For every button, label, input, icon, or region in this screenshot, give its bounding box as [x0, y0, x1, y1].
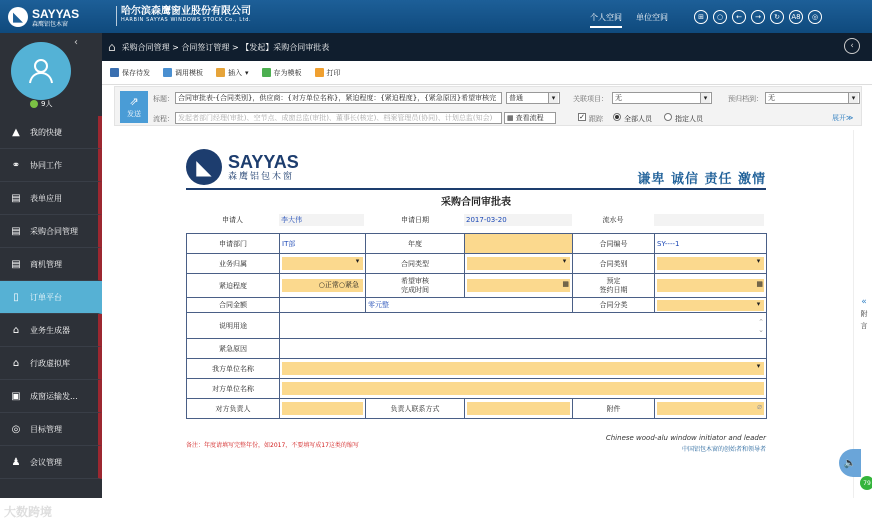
contract-type-select[interactable]	[467, 257, 570, 270]
comment-label: 附言	[860, 310, 868, 330]
insert-button[interactable]	[216, 68, 249, 78]
sidebar-item-label: 订单平台	[30, 292, 62, 302]
back-icon[interactable]: ←	[732, 10, 746, 24]
table-row	[187, 298, 767, 313]
sidebar-item-forms[interactable]	[0, 182, 102, 215]
applicant-value: 李大伟	[279, 214, 364, 226]
send-button[interactable]	[120, 91, 148, 123]
calendar-icon[interactable]: ▦	[756, 280, 763, 288]
business-label: 业务归属	[187, 254, 280, 274]
urgent-reason-label: 紧急原因	[187, 339, 280, 359]
business-select[interactable]	[282, 257, 363, 270]
online-count-label: 9人	[41, 100, 53, 108]
expand-link[interactable]	[832, 113, 853, 123]
year-label: 年度	[366, 234, 465, 254]
owner-contact-input[interactable]	[467, 402, 570, 415]
urgency-urgent-radio[interactable]: 紧急	[345, 281, 359, 289]
view-flow-label: 查看流程	[515, 114, 544, 122]
notification-badge[interactable]: 79	[860, 476, 872, 490]
related-project-label: 关联项目：	[573, 95, 608, 103]
home-icon: ⌂	[12, 357, 20, 369]
forward-icon[interactable]: →	[751, 10, 765, 24]
our-company-select[interactable]	[282, 362, 764, 375]
other-owner-label: 对方负责人	[187, 399, 280, 419]
sidebar-item-label: 成窗运输发...	[30, 391, 78, 401]
sidebar	[0, 33, 102, 519]
collaboration-icon: ⚭	[11, 159, 21, 171]
sidebar-item-label: 目标管理	[30, 424, 62, 434]
brand-subtitle: 森鹰铝包木窗	[32, 20, 69, 28]
contract-class-label: 合同分类	[573, 298, 655, 313]
tagline-en: Chinese wood-alu window initiator and leader	[605, 434, 766, 442]
table-row	[187, 359, 767, 379]
sidebar-item-collaboration[interactable]	[0, 149, 102, 182]
other-company-input[interactable]	[282, 382, 764, 395]
sidebar-item-label: 协同工作	[30, 160, 62, 170]
expected-finish-date[interactable]	[467, 279, 570, 292]
related-project-value: 无	[615, 94, 622, 102]
mobile-icon: ▯	[13, 291, 19, 303]
breadcrumb: 采购合同管理 > 合同签订管理 > 【发起】采购合同审批表	[121, 42, 330, 52]
track-label: 跟踪	[589, 115, 603, 123]
contract-type-label: 合同类型	[366, 254, 465, 274]
archive-label: 预归档到：	[728, 95, 763, 103]
serial-value	[654, 214, 764, 226]
other-company-cell	[280, 379, 767, 399]
contract-category-cell	[655, 254, 767, 274]
back-icon[interactable]: ‹	[844, 38, 860, 54]
save-template-label: 存为模板	[273, 68, 302, 77]
avatar[interactable]	[11, 42, 71, 100]
business-cell	[280, 254, 366, 274]
flow-label: 流程：	[153, 115, 174, 123]
grid-icon[interactable]: ⊞	[694, 10, 708, 24]
attachment-input[interactable]	[657, 402, 764, 415]
sidebar-item-label: 表单应用	[30, 193, 62, 203]
sidebar-item-business-generator[interactable]	[0, 314, 102, 347]
sidebar-item-label: 业务生成器	[30, 325, 70, 335]
sidebar-item-label: 商机管理	[30, 259, 62, 269]
sidebar-item-meetings[interactable]	[0, 446, 102, 479]
all-people-radio[interactable]	[613, 113, 621, 121]
paperclip-icon[interactable]: ⌀	[757, 402, 762, 411]
form-table	[186, 233, 767, 419]
eagle-icon: ◣	[186, 149, 222, 185]
contract-no-value: SY----1	[655, 234, 767, 254]
scroll-arrows-icon: ⌃ ⌄	[758, 317, 764, 334]
settings-icon[interactable]: ◎	[808, 10, 822, 24]
chevron-left-icon: «	[861, 297, 867, 307]
priority-select[interactable]	[506, 92, 560, 104]
call-template-label: 调用模板	[175, 68, 203, 77]
document-icon: ▤	[11, 225, 21, 237]
send-icon: ⇗	[129, 95, 139, 108]
contract-class-select[interactable]	[657, 300, 764, 311]
related-project-select[interactable]	[612, 92, 712, 104]
flow-icon: ▦	[507, 114, 514, 122]
divider	[116, 6, 117, 26]
owner-contact-cell	[465, 399, 573, 419]
table-row	[187, 254, 767, 274]
table-row	[187, 379, 767, 399]
sidebar-item-admin-library[interactable]	[0, 347, 102, 380]
save-draft-button[interactable]	[110, 68, 150, 78]
form-brand-subtitle: 森鹰铝包木窗	[228, 171, 295, 182]
other-owner-cell	[280, 399, 366, 419]
flow-input[interactable]: 发起者部门经理(审批)、空节点、成窗总监(审批)、董事长(核定)、档案管理员(协同)、计划总监(知会)	[175, 112, 502, 124]
send-label: 发送	[127, 110, 141, 118]
track-checkbox[interactable]: ✓	[579, 113, 585, 121]
top-nav	[590, 12, 668, 28]
date-label: 申请日期	[401, 216, 429, 224]
chevron-down-icon: ▾	[245, 68, 249, 77]
sidebar-menu	[0, 116, 102, 479]
call-template-button[interactable]	[163, 68, 203, 78]
company-name	[121, 6, 251, 23]
save-draft-label: 保存待发	[122, 68, 150, 77]
year-input[interactable]	[465, 234, 573, 254]
title-label: 标题：	[153, 95, 174, 103]
table-row	[187, 234, 767, 254]
contract-no-label: 合同编号	[573, 234, 655, 254]
serial-label: 流水号	[602, 216, 624, 224]
all-people-label: 全部人员	[624, 115, 652, 123]
specific-people-label: 指定人员	[675, 115, 703, 123]
form-header-row	[186, 213, 766, 227]
paperclip-icon	[216, 68, 225, 77]
slogan: 谦卑 诚信 责任 激情	[637, 172, 766, 187]
urgency-label: 紧迫程度	[187, 274, 280, 298]
print-icon	[315, 68, 324, 77]
our-company-label: 我方单位名称	[187, 359, 280, 379]
comment-panel-toggle[interactable]	[853, 130, 872, 498]
home-icon: ⌂	[12, 324, 20, 336]
date-value[interactable]: 2017-03-20	[464, 214, 572, 226]
priority-value: 普通	[509, 94, 523, 102]
attachment-cell	[655, 399, 767, 419]
header-rule	[186, 188, 766, 190]
amount-label: 合同金额	[187, 298, 280, 313]
amount-words: 零元整	[366, 298, 573, 313]
expand-label: 展开	[832, 114, 846, 122]
sidebar-item-label: 采购合同管理	[30, 226, 78, 236]
top-bar	[0, 0, 872, 33]
meeting-icon: ♟	[11, 456, 21, 468]
expected-finish-label: 希望审核 完成时间	[366, 274, 465, 298]
box-icon: ▣	[11, 390, 21, 402]
form-brand	[186, 146, 299, 188]
amount-number	[280, 298, 366, 313]
signing-date-label: 预定 签约日期	[573, 274, 655, 298]
form-brand-name: SAYYAS	[228, 151, 299, 172]
brand-logo[interactable]	[8, 5, 112, 29]
nav-personal-space[interactable]: 个人空间	[590, 12, 622, 28]
sidebar-item-goals[interactable]	[0, 413, 102, 446]
signing-date[interactable]	[657, 279, 764, 292]
contract-category-select[interactable]	[657, 257, 764, 270]
sidebar-item-transport[interactable]	[0, 380, 102, 413]
specific-people-radio[interactable]	[664, 113, 672, 121]
urgency-normal-radio[interactable]: 正常	[324, 281, 339, 289]
sidebar-item-label: 我的快捷	[30, 127, 62, 137]
speaker-icon[interactable]: 🔈	[839, 449, 861, 477]
watermark: 大数跨境	[4, 505, 53, 519]
document-icon: ▤	[11, 258, 21, 270]
toolbar	[102, 61, 872, 85]
table-row	[187, 399, 767, 419]
a8-icon[interactable]: A8	[789, 10, 803, 24]
shortcut-icon: ▲	[12, 126, 20, 138]
calendar-icon[interactable]: ▦	[562, 280, 569, 288]
form-title: 采购合同审批表	[441, 197, 511, 208]
sidebar-item-orders[interactable]	[0, 281, 102, 314]
save-icon	[110, 68, 119, 77]
table-row	[187, 339, 767, 359]
save-template-button[interactable]	[262, 68, 302, 78]
urgent-reason-input[interactable]	[280, 339, 767, 359]
view-flow-button[interactable]	[504, 112, 556, 124]
description-textarea[interactable]	[280, 313, 767, 339]
archive-select[interactable]	[765, 92, 860, 104]
contract-category-label: 合同类别	[573, 254, 655, 274]
contract-type-cell	[465, 254, 573, 274]
other-company-label: 对方单位名称	[187, 379, 280, 399]
dept-value: IT部	[280, 234, 366, 254]
table-row	[187, 274, 767, 298]
brand-name: SAYYAS	[32, 6, 80, 21]
print-label: 打印	[326, 68, 341, 77]
owner-contact-label: 负责人联系方式	[366, 399, 465, 419]
form-icon: ▤	[11, 192, 21, 204]
other-owner-input[interactable]	[282, 402, 363, 415]
top-icons	[694, 10, 822, 24]
online-count[interactable]	[30, 99, 52, 109]
eagle-icon: ◣	[8, 7, 28, 27]
sidebar-item-opportunities[interactable]	[0, 248, 102, 281]
applicant-label: 申请人	[222, 216, 243, 224]
sidebar-item-purchase-contracts[interactable]	[0, 215, 102, 248]
approval-form	[186, 146, 766, 458]
insert-label: 插入	[228, 68, 242, 77]
urgency-cell	[280, 274, 366, 298]
save-template-icon	[262, 68, 271, 77]
home-icon[interactable]: ⌂	[108, 40, 116, 54]
search-icon[interactable]: ○	[713, 10, 727, 24]
form-tagline	[606, 433, 766, 455]
sidebar-item-shortcuts[interactable]	[0, 116, 102, 149]
user-icon	[25, 55, 57, 87]
sidebar-item-label: 会议管理	[30, 457, 62, 467]
our-company-cell	[280, 359, 767, 379]
attachment-label: 附件	[573, 399, 655, 419]
template-icon	[163, 68, 172, 77]
signing-date-cell	[655, 274, 767, 298]
print-button[interactable]	[315, 68, 341, 78]
form-note: 备注：年度请填写完整年份，如2017，不要填写成17这类的缩写	[186, 442, 359, 449]
sidebar-item-label: 行政虚拟库	[30, 358, 70, 368]
urgency-radio-group: ○正常○紧急	[282, 279, 363, 292]
description-label: 说明用途	[187, 313, 280, 339]
compose-panel	[114, 86, 862, 126]
online-status-icon	[30, 100, 38, 108]
chevron-down-icon: ≫	[846, 114, 854, 122]
company-name-en: HARBIN SAYYAS WINDOWS STOCK Co., Ltd.	[121, 16, 252, 23]
tagline-cn: 中国铝包木窗的创始者和领导者	[681, 446, 766, 453]
table-row	[187, 313, 767, 339]
dept-label: 申请部门	[187, 234, 280, 254]
comment-panel-label	[860, 296, 868, 332]
collapse-sidebar-icon[interactable]: ‹	[74, 37, 78, 48]
company-name-cn: 哈尔滨森鹰窗业股份有限公司	[121, 6, 251, 17]
target-icon: ◎	[11, 423, 21, 435]
contract-class-cell	[655, 298, 767, 313]
nav-unit-space[interactable]: 单位空间	[636, 13, 668, 22]
breadcrumb-bar	[102, 33, 872, 61]
expected-finish-cell	[465, 274, 573, 298]
title-input[interactable]: 合同审批表-{合同类别}，供应商：{对方单位名称}，紧迫程度：{紧迫程度}，{紧急原因}希望审核完	[175, 92, 502, 104]
user-box	[0, 33, 102, 116]
refresh-icon[interactable]: ↻	[770, 10, 784, 24]
archive-value: 无	[768, 94, 775, 102]
